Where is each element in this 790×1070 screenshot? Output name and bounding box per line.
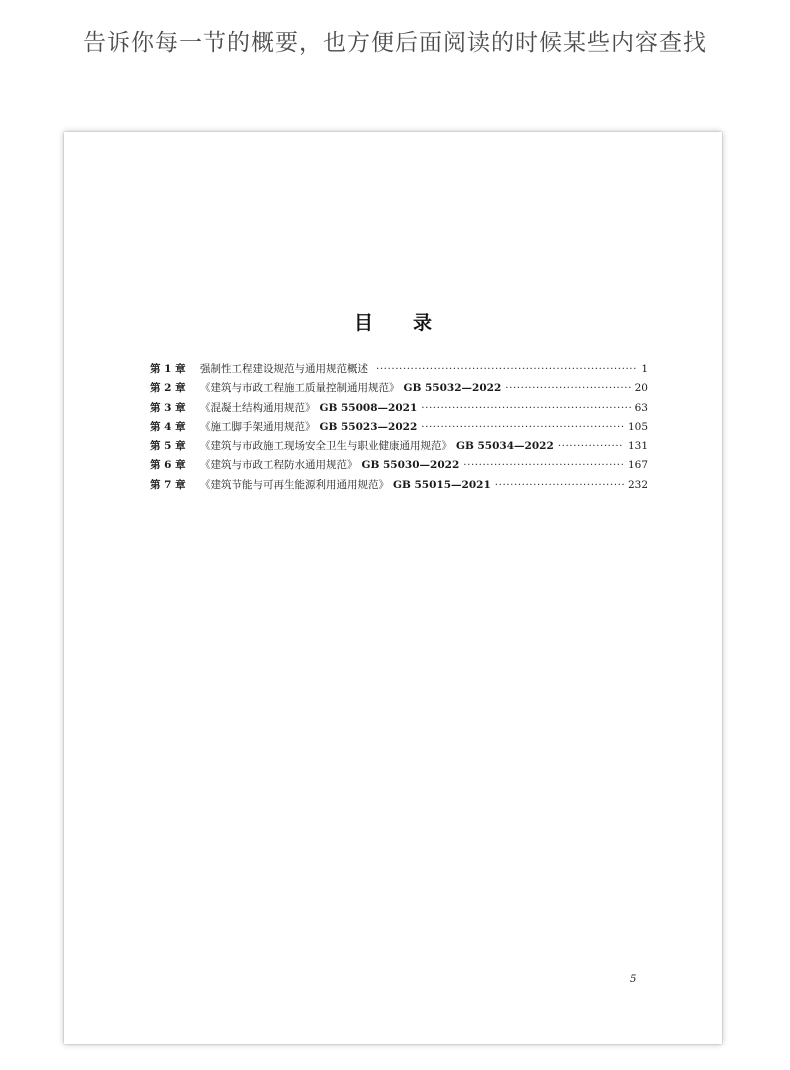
toc-entry-code: GB 55015—2021: [393, 478, 491, 491]
toc-entry-4: [150, 419, 648, 438]
toc-entry-title: 《建筑与市政工程施工质量控制通用规范》: [200, 382, 400, 395]
toc-entry-title: 强制性工程建设规范与通用规范概述: [200, 363, 368, 375]
toc-page-number: 20: [634, 382, 648, 395]
toc-entry-1: [150, 361, 648, 380]
toc-entry-7: [150, 477, 648, 496]
toc-title: [64, 308, 722, 335]
toc-page-number: 232: [627, 478, 648, 491]
toc-page-number: 63: [634, 401, 648, 414]
toc-chapter-number: 第 6 章: [150, 459, 186, 472]
document-page: [64, 132, 722, 1044]
toc-leader-dots: [505, 382, 630, 394]
toc-entry-code: GB 55032—2022: [403, 382, 502, 395]
toc-entry-6: [150, 457, 648, 476]
toc-leader-dots: [421, 421, 624, 433]
toc-entry-code: GB 55034—2022: [456, 440, 554, 453]
toc-chapter-number: 第 2 章: [150, 382, 186, 395]
toc-page-number: 131: [627, 440, 648, 453]
toc-chapter-number: 第 4 章: [150, 420, 186, 433]
toc-entry-title: 《施工脚手架通用规范》: [200, 420, 316, 433]
toc-title-part1: 目: [353, 312, 373, 334]
toc-chapter-number: 第 1 章: [150, 363, 186, 375]
toc-entry-title: 《建筑与市政施工现场安全卫生与职业健康通用规范》: [200, 440, 452, 453]
toc-page-number: 167: [627, 459, 648, 472]
toc-page-number: 1: [641, 363, 648, 375]
toc-leader-dots: [376, 363, 637, 375]
toc-entry-title: 《建筑与市政工程防水通用规范》: [200, 459, 358, 472]
toc-title-part2: 录: [413, 312, 433, 334]
toc-entry-3: [150, 400, 648, 419]
toc-chapter-number: 第 5 章: [150, 440, 186, 453]
toc-entry-2: [150, 380, 648, 399]
toc-entry-code: GB 55030—2022: [361, 459, 460, 472]
toc-entry-5: [150, 438, 648, 457]
toc-entry-code: GB 55023—2022: [319, 420, 418, 433]
toc-page-number: 105: [627, 420, 648, 433]
toc-chapter-number: 第 3 章: [150, 401, 186, 414]
table-of-contents: [150, 361, 648, 496]
toc-leader-dots: [463, 459, 624, 471]
page-folio-number: 5: [630, 974, 637, 985]
toc-leader-dots: [421, 402, 630, 414]
toc-chapter-number: 第 7 章: [150, 478, 186, 491]
toc-leader-dots: [558, 440, 624, 452]
toc-leader-dots: [495, 479, 624, 491]
banner-caption: 告诉你每一节的概要，也方便后面阅读的时候某些内容查找: [83, 30, 707, 56]
toc-entry-code: GB 55008—2021: [319, 401, 418, 414]
toc-entry-title: 《混凝土结构通用规范》: [200, 401, 316, 414]
toc-entry-title: 《建筑节能与可再生能源利用通用规范》: [200, 478, 389, 491]
